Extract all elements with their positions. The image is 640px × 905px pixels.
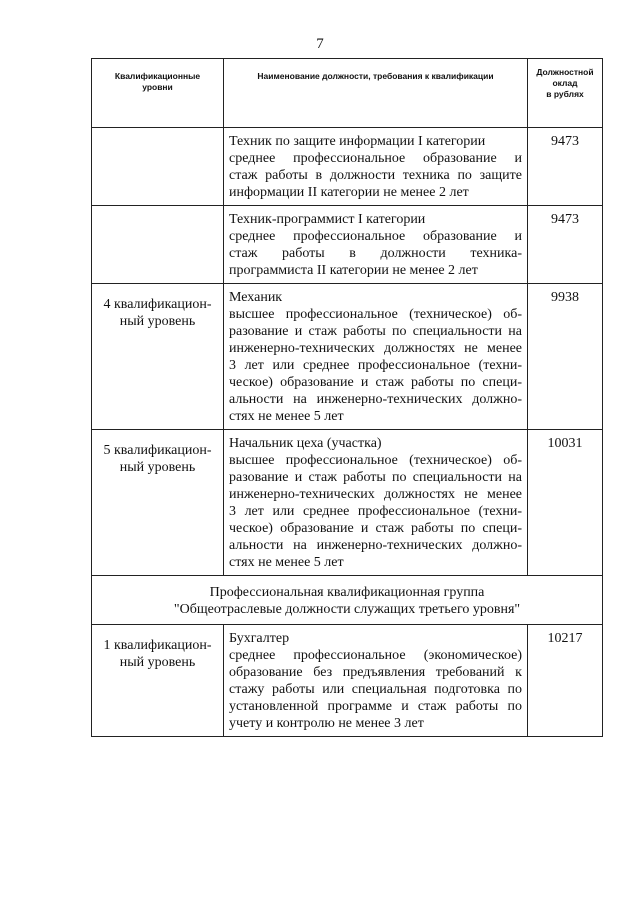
- header-salary-line: оклад: [552, 78, 578, 88]
- group-title-line: "Общеотраслевые должности служащих третьего уровня": [173, 602, 521, 617]
- salary-cell: 10217: [528, 625, 603, 737]
- salary-cell: 10031: [528, 430, 603, 576]
- position-title: Техник по защите информации I категории: [229, 134, 486, 149]
- header-position: [224, 59, 528, 128]
- table-body-group: [92, 625, 603, 737]
- position-cell: [224, 284, 528, 430]
- position-cell: [224, 128, 528, 206]
- requirement-line: стях не менее 5 лет: [229, 555, 344, 570]
- level-cell: [92, 206, 224, 284]
- requirement-line: информации II категории не менее 2 лет: [229, 185, 469, 200]
- requirement-line: 3 лет или среднее профессиональное (техни-: [229, 358, 522, 373]
- requirement-line: среднее профессиональное образование и: [229, 229, 522, 244]
- requirement-line: среднее профессиональное образование и: [229, 151, 522, 166]
- level-cell: [92, 284, 224, 430]
- table-row: [92, 284, 603, 430]
- qualification-table: [91, 58, 603, 737]
- position-cell: [224, 206, 528, 284]
- level-label: 4 квалификацион-: [103, 297, 212, 312]
- header-salary-line: в рублях: [546, 89, 584, 99]
- position-title: Начальник цеха (участка): [229, 436, 382, 451]
- requirement-line: стях не менее 5 лет: [229, 409, 344, 424]
- table-row: [92, 430, 603, 576]
- requirement-line: образование без предъявления требований к: [229, 665, 522, 680]
- group-title: [92, 576, 603, 625]
- requirement-line: стаж работы в должности техника по защите: [229, 168, 522, 183]
- position-title: Бухгалтер: [229, 631, 290, 646]
- header-position-label: Наименование должности, требования к квалификации: [257, 71, 494, 81]
- requirement-line: стажу работы или специальная подготовка по: [229, 682, 522, 697]
- position-cell: [224, 625, 528, 737]
- salary-cell: 9938: [528, 284, 603, 430]
- position-cell: [224, 430, 528, 576]
- table-row: [92, 625, 603, 737]
- requirement-line: инженерно-технических должностях не менее: [229, 487, 522, 502]
- header-levels: [92, 59, 224, 128]
- header-salary-line: Должностной: [536, 67, 594, 77]
- requirement-line: установленной программе и стаж работы по: [229, 699, 522, 714]
- level-cell: [92, 625, 224, 737]
- page-number: 7: [316, 36, 324, 52]
- requirement-line: разование и стаж работы по специальности на: [229, 470, 522, 485]
- table-header-row: [92, 59, 603, 128]
- requirement-line: инженерно-технических должностях не менее: [229, 341, 522, 356]
- requirement-line: высшее профессиональное (техническое) об-: [229, 307, 522, 322]
- header-salary: [528, 59, 603, 128]
- table-body: [92, 128, 603, 576]
- requirement-line: стаж работы в должности техника-: [229, 246, 522, 261]
- level-cell: [92, 430, 224, 576]
- table-row: [92, 128, 603, 206]
- requirement-line: высшее профессиональное (техническое) об-: [229, 453, 522, 468]
- level-label: ный уровень: [119, 460, 196, 475]
- requirement-line: ческое) образование и стаж работы по специ-: [229, 521, 522, 536]
- requirement-line: альности на инженерно-технических должно-: [229, 392, 522, 407]
- requirement-line: среднее профессиональное (экономическое): [229, 648, 522, 663]
- requirement-line: разование и стаж работы по специальности на: [229, 324, 522, 339]
- level-label: ный уровень: [119, 314, 196, 329]
- group-title-line: Профессиональная квалификационная группа: [209, 585, 485, 600]
- requirement-line: альности на инженерно-технических должно-: [229, 538, 522, 553]
- level-label: 1 квалификацион-: [103, 638, 212, 653]
- requirement-line: ческое) образование и стаж работы по специ-: [229, 375, 522, 390]
- level-label: ный уровень: [119, 655, 196, 670]
- header-levels-label: Квалификационные уровни: [114, 71, 201, 92]
- group-section: [92, 576, 603, 625]
- requirement-line: учету и контролю не менее 3 лет: [229, 716, 424, 731]
- level-label: 5 квалификацион-: [103, 443, 212, 458]
- table-row: [92, 206, 603, 284]
- group-row: [92, 576, 603, 625]
- position-title: Техник-программист I категории: [229, 212, 426, 227]
- salary-cell: 9473: [528, 206, 603, 284]
- position-title: Механик: [229, 290, 283, 305]
- requirement-line: программиста II категории не менее 2 лет: [229, 263, 478, 278]
- requirement-line: 3 лет или среднее профессиональное (техни-: [229, 504, 522, 519]
- level-cell: [92, 128, 224, 206]
- salary-cell: 9473: [528, 128, 603, 206]
